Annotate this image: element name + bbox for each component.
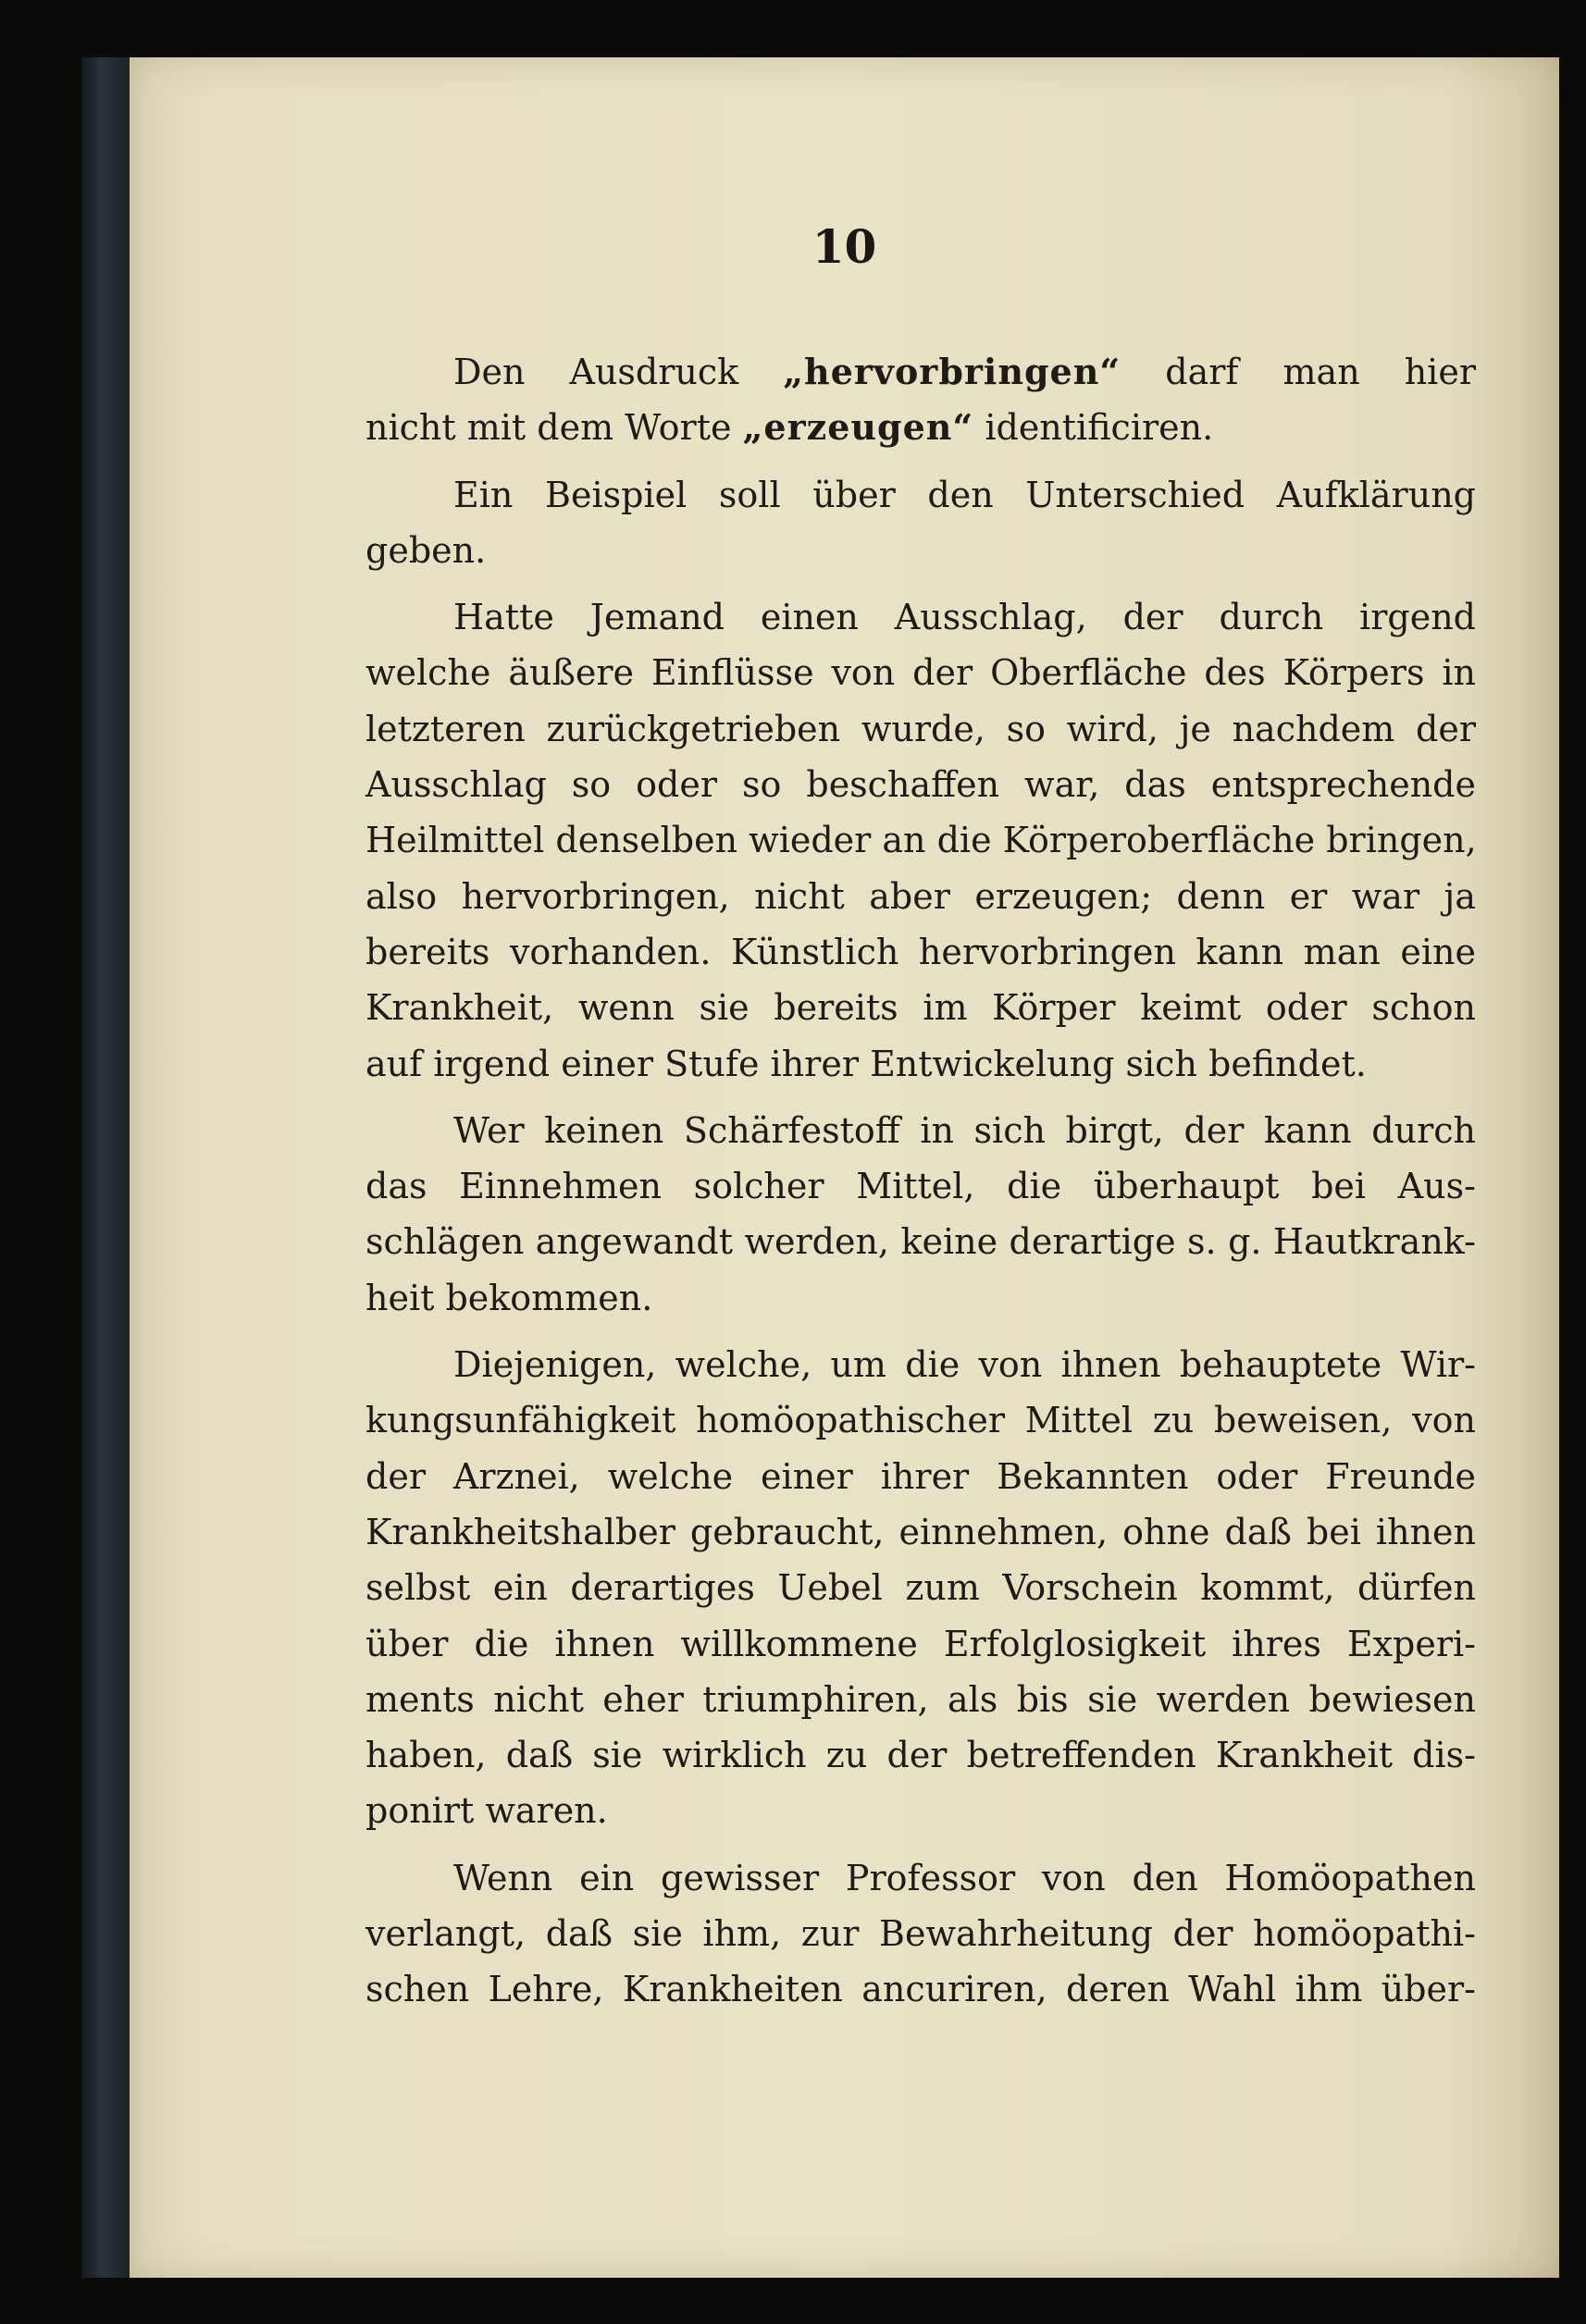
line-text: also hervorbringen, nicht aber erzeugen; denn er war ja	[366, 875, 1476, 917]
line-text: bereits vorhanden. Künstlich hervorbringen kann man eine	[366, 931, 1476, 972]
book-binding	[81, 57, 131, 2278]
text-line	[366, 757, 1476, 812]
text-line	[366, 980, 1476, 1035]
line-text: Den Ausdruck	[453, 352, 739, 392]
text-line	[366, 1337, 1476, 1392]
text-line	[366, 1906, 1476, 1961]
text-line	[366, 400, 1476, 455]
text-line	[366, 1616, 1476, 1672]
page-number: 10	[812, 219, 877, 274]
paragraph-gap	[366, 1839, 1476, 1850]
paragraph-gap	[366, 1326, 1476, 1337]
line-text: Wenn ein gewisser Professor von den Homöopathen	[453, 1857, 1476, 1898]
line-text: identificiren.	[985, 407, 1214, 449]
text-line	[366, 1270, 1476, 1326]
text-line	[366, 344, 1476, 400]
line-text: welche äußere Einflüsse von der Oberfläche des Körpers in	[366, 652, 1476, 694]
line-text: das Einnehmen solcher Mittel, die überhaupt bei Aus-	[366, 1166, 1476, 1207]
emphasized-term: „hervorbringen“	[783, 351, 1121, 392]
text-line	[366, 924, 1476, 980]
text-line	[366, 1727, 1476, 1783]
line-text: schen Lehre, Krankheiten ancuriren, deren Wahl ihm über-	[366, 1969, 1476, 2010]
text-line	[366, 812, 1476, 868]
book-page	[130, 57, 1559, 2278]
line-text: verlangt, daß sie ihm, zur Bewahrheitung der homöopathi-	[366, 1913, 1476, 1955]
line-text: Krankheitshalber gebraucht, einnehmen, ohne daß bei ihnen	[366, 1511, 1476, 1552]
text-line	[366, 1672, 1476, 1727]
line-text: nicht mit dem Worte	[366, 407, 732, 449]
line-text: Hatte Jemand einen Ausschlag, der durch irgend	[453, 597, 1476, 638]
text-line	[366, 869, 1476, 924]
line-text: kungsunfähigkeit homöopathischer Mittel zu beweisen, von	[366, 1400, 1476, 1441]
emphasized-term: „erzeugen“	[742, 406, 974, 449]
line-text: schlägen angewandt werden, keine derartige s. g. Hautkrank-	[366, 1221, 1476, 1263]
line-text: der Arznei, welche einer ihrer Bekannten oder Freunde	[366, 1455, 1476, 1497]
text-line	[366, 1449, 1476, 1504]
line-text: über die ihnen willkommene Erfolglosigkeit ihres Experi-	[366, 1623, 1476, 1664]
line-text: ments nicht eher triumphiren, als bis sie werden bewiesen	[366, 1678, 1476, 1720]
text-line	[366, 645, 1476, 700]
text-line	[366, 1103, 1476, 1158]
text-line	[366, 1504, 1476, 1560]
text-line	[366, 589, 1476, 645]
line-text: Heilmittel denselben wieder an die Körperoberfläche bringen,	[366, 820, 1477, 861]
line-text: Ein Beispiel soll über den Unterschied Aufklärung	[453, 474, 1476, 515]
body-text	[366, 344, 1476, 2018]
text-line	[366, 523, 1476, 578]
paragraph-gap	[366, 1092, 1476, 1103]
text-line	[366, 1560, 1476, 1615]
text-line	[366, 1036, 1476, 1092]
paragraph-gap	[366, 456, 1476, 467]
text-line	[366, 1783, 1476, 1838]
line-text: Krankheit, wenn sie bereits im Körper keimt oder schon	[366, 987, 1476, 1029]
line-text: Diejenigen, welche, um die von ihnen behauptete Wir-	[453, 1344, 1476, 1386]
line-text: ponirt waren.	[366, 1790, 608, 1832]
text-line	[366, 1214, 1476, 1269]
line-text: letzteren zurückgetrieben wurde, so wird, je nachdem der	[366, 708, 1476, 749]
text-line	[366, 1392, 1476, 1448]
line-text: darf man hier	[1165, 352, 1476, 392]
text-line	[366, 1850, 1476, 1906]
paragraph-gap	[366, 578, 1476, 589]
line-text: selbst ein derartiges Uebel zum Vorschein kommt, dürfen	[366, 1567, 1476, 1609]
text-line	[366, 1961, 1476, 2017]
text-line	[366, 701, 1476, 757]
text-line	[366, 1158, 1476, 1214]
line-text: heit bekommen.	[366, 1277, 653, 1318]
text-line	[366, 467, 1476, 523]
line-text: haben, daß sie wirklich zu der betreffenden Krankheit dis-	[366, 1735, 1476, 1776]
line-text: Ausschlag so oder so beschaffen war, das entsprechende	[366, 764, 1476, 806]
line-text: auf irgend einer Stufe ihrer Entwickelung sich befindet.	[366, 1043, 1367, 1084]
line-text: geben.	[366, 529, 487, 571]
line-text: Wer keinen Schärfestoff in sich birgt, der kann durch	[453, 1109, 1476, 1151]
